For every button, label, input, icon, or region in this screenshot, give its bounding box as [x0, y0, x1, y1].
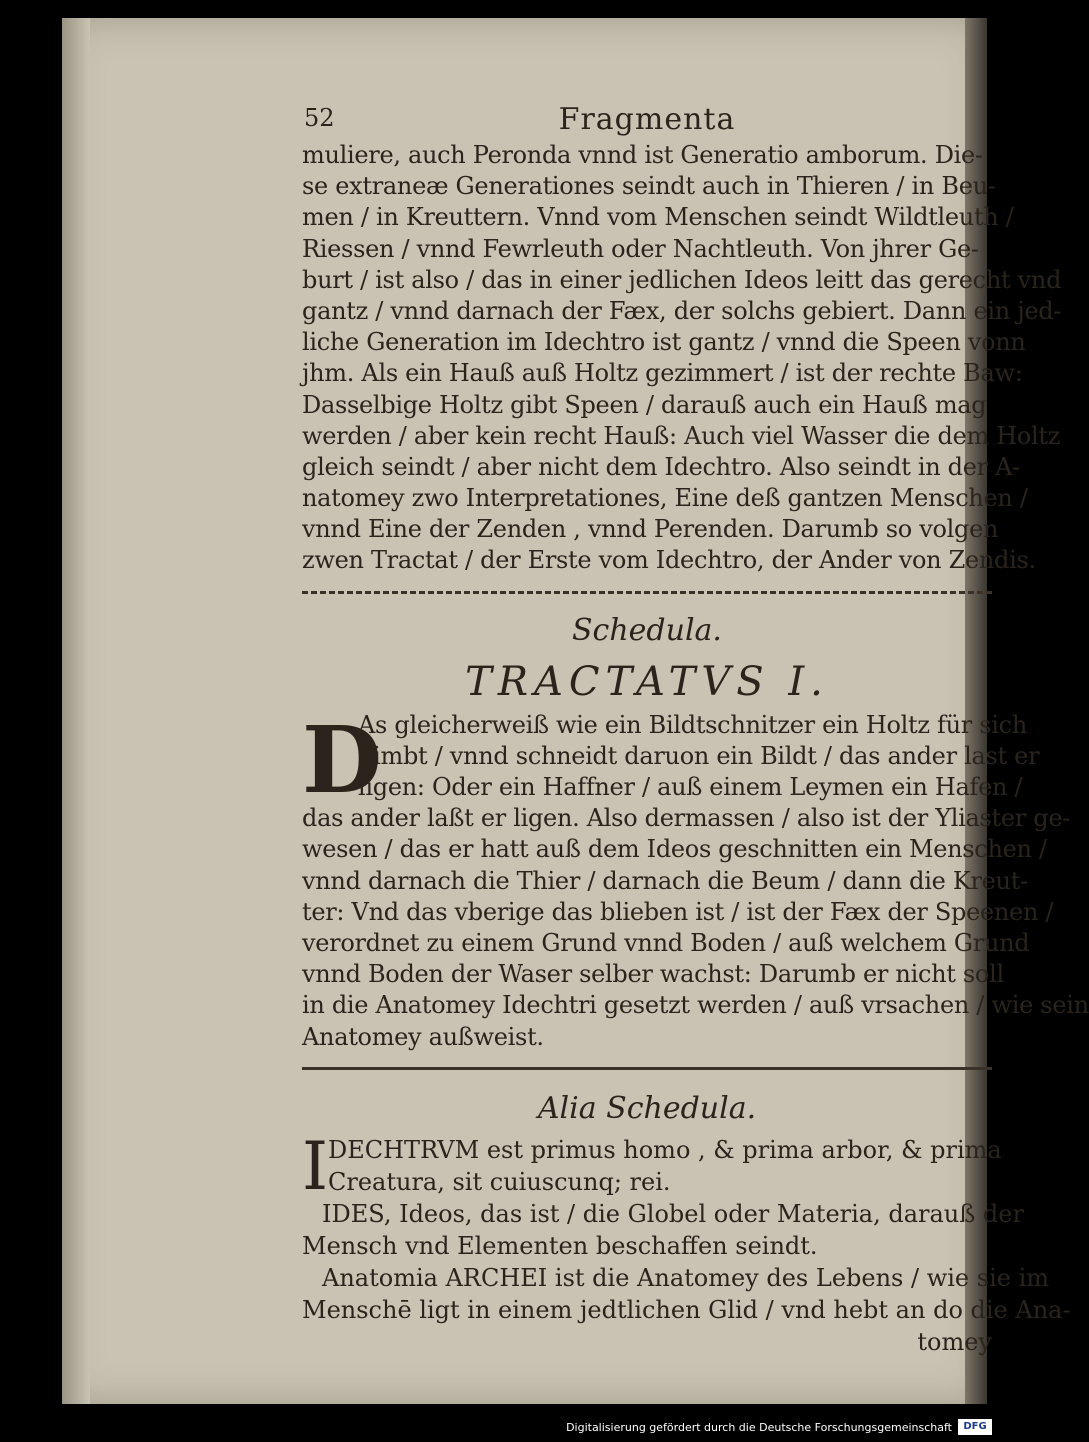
text-line: As gleicherweiß wie ein Bildtschnitzer ein Holtz für sich	[358, 710, 1027, 739]
text-line: zwen Tractat / der Erste vom Idechtro, der Ander von Zendis.	[302, 546, 1036, 575]
dfg-logo-icon: DFG	[958, 1419, 992, 1435]
text-line: men / in Kreuttern. Vnnd vom Menschen seindt Wildtleuth /	[302, 203, 1014, 232]
text-line: werden / aber kein recht Hauß: Auch viel Wasser die dem Holtz	[302, 421, 1061, 450]
text-line: ter: Vnd das vberige das blieben ist / ist der Fæx der Speenen /	[302, 897, 1054, 926]
book-page	[62, 18, 1089, 1404]
text-line: natomey zwo Interpretationes, Eine deß gantzen Menschen /	[302, 484, 1028, 513]
running-title: Fragmenta	[558, 102, 736, 137]
page-gutter-left	[62, 18, 90, 1404]
text-line: Menschē ligt in einem jedtlichen Glid / vnd hebt an do die Ana-	[302, 1295, 1071, 1324]
text-line: vnnd Eine der Zenden , vnnd Perenden. Darumb so volgen	[302, 515, 999, 544]
paragraph-2	[302, 705, 1089, 1053]
text-line: Creatura, sit cuiuscunq; rei.	[328, 1167, 671, 1196]
text-line: ligen: Oder ein Haffner / auß einem Leymen ein Hafen /	[358, 773, 1023, 801]
text-line: gleich seindt / aber nicht dem Idechtro. Also seindt in der A-	[302, 452, 1020, 481]
text-line: vnnd darnach die Thier / darnach die Beum / dann die Kreut-	[302, 866, 1028, 895]
page-content	[302, 98, 1089, 1358]
text-line: gantz / vnnd darnach der Fæx, der solchs gebiert. Dann ein jed-	[302, 296, 1062, 325]
text-line: das ander laßt er ligen. Also dermassen / also ist der Yliaster ge-	[302, 804, 1071, 833]
definitions	[302, 1127, 1071, 1358]
text-line: vnnd Boden der Waser selber wachst: Darumb er nicht soll	[302, 960, 1004, 989]
section-rule	[302, 1067, 992, 1070]
text-line: Riessen / vnnd Fewrleuth oder Nachtleuth. Von jhrer Ge-	[302, 234, 979, 263]
paragraph-1	[302, 140, 1062, 577]
text-line: Mensch vnd Elementen beschaffen seindt.	[302, 1231, 818, 1260]
catchword: tomey	[917, 1327, 992, 1356]
footer-bar	[0, 1416, 1000, 1442]
schedula-heading: Schedula.	[572, 612, 722, 648]
text-line: Dasselbige Holtz gibt Speen / darauß auch ein Hauß mag	[302, 390, 987, 419]
text-line: burt / ist also / das in einer jedlichen Ideos leitt das gerecht vnd	[302, 265, 1062, 294]
text-line: DECHTRVM est primus homo , & prima arbor, & prima	[328, 1135, 1002, 1164]
text-line: Anatomey außweist.	[302, 1022, 544, 1051]
section-rule	[302, 591, 992, 594]
initial-letter: I	[302, 1127, 329, 1205]
text-line: liche Generation im Idechtro ist gantz / vnnd die Speen vonn	[302, 328, 1026, 357]
text-line: wesen / das er hatt auß dem Ideos geschnitten ein Menschen /	[302, 835, 1047, 864]
text-line: nimbt / vnnd schneidt daruon ein Bildt / das ander last er	[358, 741, 1040, 770]
tractatus-heading: TRACTATVS I.	[465, 658, 829, 705]
text-line: muliere, auch Peronda vnnd ist Generatio amborum. Die-	[302, 141, 983, 169]
folio-number: 52	[304, 104, 335, 132]
alia-schedula-heading: Alia Schedula.	[537, 1090, 757, 1126]
text-line: Anatomia ARCHEI ist die Anatomey des Lebens / wie sie im	[322, 1263, 1050, 1292]
text-line: jhm. Als ein Hauß auß Holtz gezimmert / ist der rechte Baw:	[302, 359, 1023, 388]
text-line: verordnet zu einem Grund vnnd Boden / auß welchem Grund	[302, 928, 1030, 957]
text-line: se extraneæ Generationes seindt auch in Thieren / in Beu-	[302, 172, 996, 201]
funding-notice: Digitalisierung gefördert durch die Deutsche Forschungsgemeinschaft	[566, 1421, 952, 1434]
text-line: IDES, Ideos, das ist / die Globel oder Materia, darauß der	[322, 1199, 1024, 1228]
drop-cap: D	[302, 705, 382, 814]
text-line: in die Anatomey Idechtri gesetzt werden / auß vrsachen / wie sein	[302, 991, 1089, 1020]
page-header	[302, 98, 992, 140]
